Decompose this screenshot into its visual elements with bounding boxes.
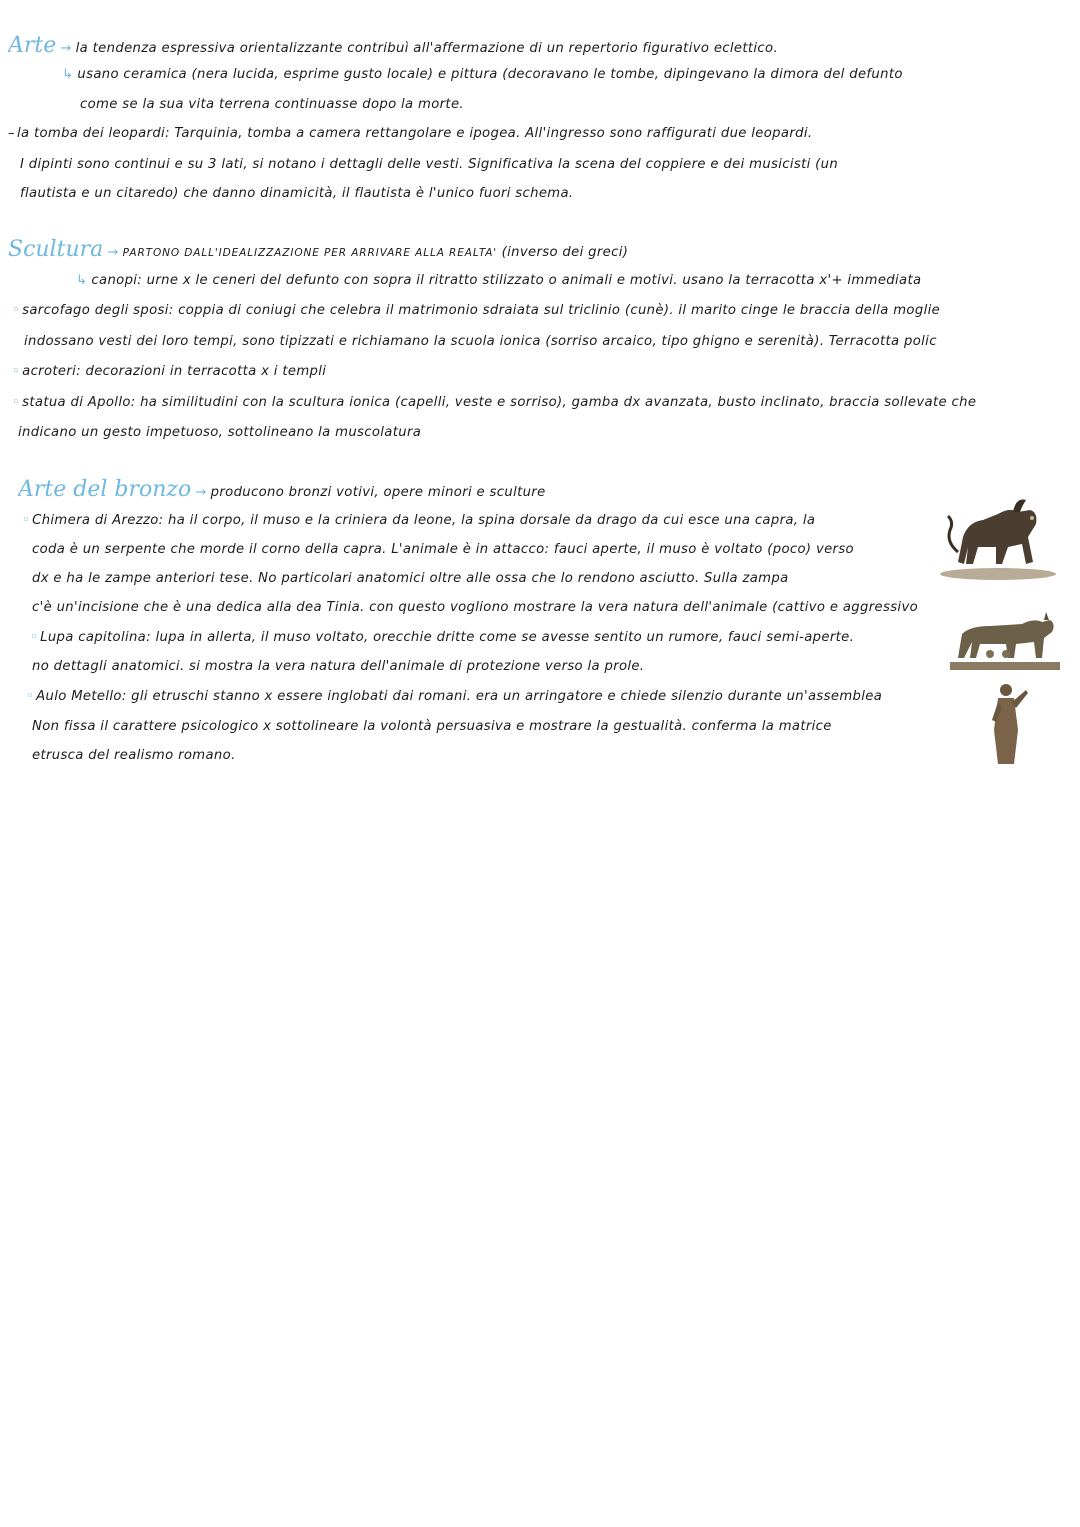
- bronzo-heading: Arte del bronzo: [18, 478, 192, 502]
- sarcofago-line-1: [12, 302, 940, 320]
- aulo-text-1: Aulo Metello: gli etruschi stanno x essere inglobati dai romani. era un arringatore e chiede silenzio durante un'assemblea: [36, 689, 883, 704]
- acroteri-text: acroteri: decorazioni in terracotta x i templi: [22, 364, 327, 379]
- chimera-line-1: [22, 512, 932, 530]
- bullet-icon: ◦: [22, 513, 31, 528]
- bullet-icon: ◦: [12, 395, 21, 410]
- canopi-line: [76, 272, 921, 290]
- acroteri-line: [12, 363, 326, 381]
- tomba-text-1: la tomba dei leopardi: Tarquinia, tomba a camera rettangolare e ipogea. All'ingresso sono raffigurati due leopardi.: [16, 126, 813, 141]
- scultura-intro-note: (inverso dei greci): [501, 245, 629, 260]
- arrow-right-icon: →: [107, 245, 119, 260]
- canopi-text: canopi: urne x le ceneri del defunto con sopra il ritratto stilizzato o animali e motivi. usano la terracotta x'+ immediata: [91, 273, 922, 288]
- aulo-line-3: etrusca del realismo romano.: [32, 748, 236, 763]
- chimera-line-4: c'è un'incisione che è una dedica alla dea Tinia. con questo vogliono mostrare la vera natura dell'animale (cattivo e aggressivo: [32, 600, 919, 615]
- tomba-line-3: flautista e un citaredo) che danno dinamicità, il flautista è l'unico fuori schema.: [20, 186, 574, 201]
- scultura-intro-line: [8, 238, 628, 262]
- arrow-curved-icon: ↳: [62, 67, 74, 82]
- tomba-line-2: I dipinti sono continui e su 3 lati, si notano i dettagli delle vesti. Significativa la scena del coppiere e dei musicisti (un: [20, 157, 839, 172]
- bullet-icon: ◦: [12, 364, 21, 379]
- apollo-line-2: indicano un gesto impetuoso, sottolineano la muscolatura: [18, 425, 422, 440]
- arrow-right-icon: →: [195, 485, 207, 500]
- arte-heading: Arte: [8, 34, 57, 58]
- apollo-text-1: statua di Apollo: ha similitudini con la scultura ionica (capelli, veste e sorriso), gamba dx avanzata, busto inclinato, braccia sollevate che: [22, 395, 977, 410]
- chimera-image: [938, 492, 1058, 582]
- aulo-line-2: Non fissa il carattere psicologico x sottolineare la volontà persuasiva e mostrare la gestualità. conferma la matrice: [32, 719, 832, 734]
- chimera-text-1: Chimera di Arezzo: ha il corpo, il muso e la criniera da leone, la spina dorsale da drago da cui esce una capra, la: [32, 513, 816, 528]
- tomba-line-1: [8, 125, 812, 143]
- arrow-curved-icon: ↳: [76, 273, 88, 288]
- arte-sub1-line: [62, 66, 903, 84]
- aulo-metello-image: [984, 680, 1030, 766]
- arte-intro-line: [8, 34, 778, 58]
- aulo-line-1: [26, 688, 966, 706]
- arte-intro: la tendenza espressiva orientalizzante contribuì all'affermazione di un repertorio figurativo eclettico.: [75, 41, 778, 56]
- sarcofago-text-1: sarcofago degli sposi: coppia di coniugi che celebra il matrimonio sdraiata sul triclinio (cunè). il marito cinge le braccia della moglie: [22, 303, 941, 318]
- lupa-capitolina-image: [950, 612, 1060, 672]
- scultura-heading: Scultura: [8, 238, 104, 262]
- apollo-line-1: [12, 394, 976, 412]
- arrow-right-icon: →: [60, 41, 72, 56]
- chimera-line-3: dx e ha le zampe anteriori tese. No particolari anatomici oltre alle ossa che lo rendono asciutto. Sulla zampa: [32, 571, 789, 586]
- scultura-intro: PARTONO DALL'IDEALIZZAZIONE PER ARRIVARE ALLA REALTA': [122, 247, 498, 259]
- arte-sub1: usano ceramica (nera lucida, esprime gusto locale) e pittura (decoravano le tombe, dipingevano la dimora del defunto: [77, 67, 903, 82]
- lupa-line-2: no dettagli anatomici. si mostra la vera natura dell'animale di protezione verso la prole.: [32, 659, 645, 674]
- bullet-icon: ◦: [30, 630, 39, 645]
- chimera-line-2: coda è un serpente che morde il corno della capra. L'animale è in attacco: fauci aperte, il muso è voltato (poco) verso: [32, 542, 854, 557]
- lupa-text-1: Lupa capitolina: lupa in allerta, il muso voltato, orecchie dritte come se avesse sentito un rumore, fauci semi-aperte.: [40, 630, 855, 645]
- bronzo-intro-line: [18, 478, 546, 502]
- arte-sub2: come se la sua vita terrena continuasse dopo la morte.: [80, 97, 464, 112]
- bullet-icon: ◦: [26, 689, 35, 704]
- sarcofago-line-2: indossano vesti dei loro tempi, sono tipizzati e richiamano la scuola ionica (sorriso arcaico, tipo ghigno e serenità). Terracotta polic: [24, 334, 937, 349]
- dash-icon: –: [8, 126, 15, 141]
- bullet-icon: ◦: [12, 303, 21, 318]
- bronzo-intro: producono bronzi votivi, opere minori e sculture: [210, 485, 546, 500]
- lupa-line-1: [30, 629, 930, 647]
